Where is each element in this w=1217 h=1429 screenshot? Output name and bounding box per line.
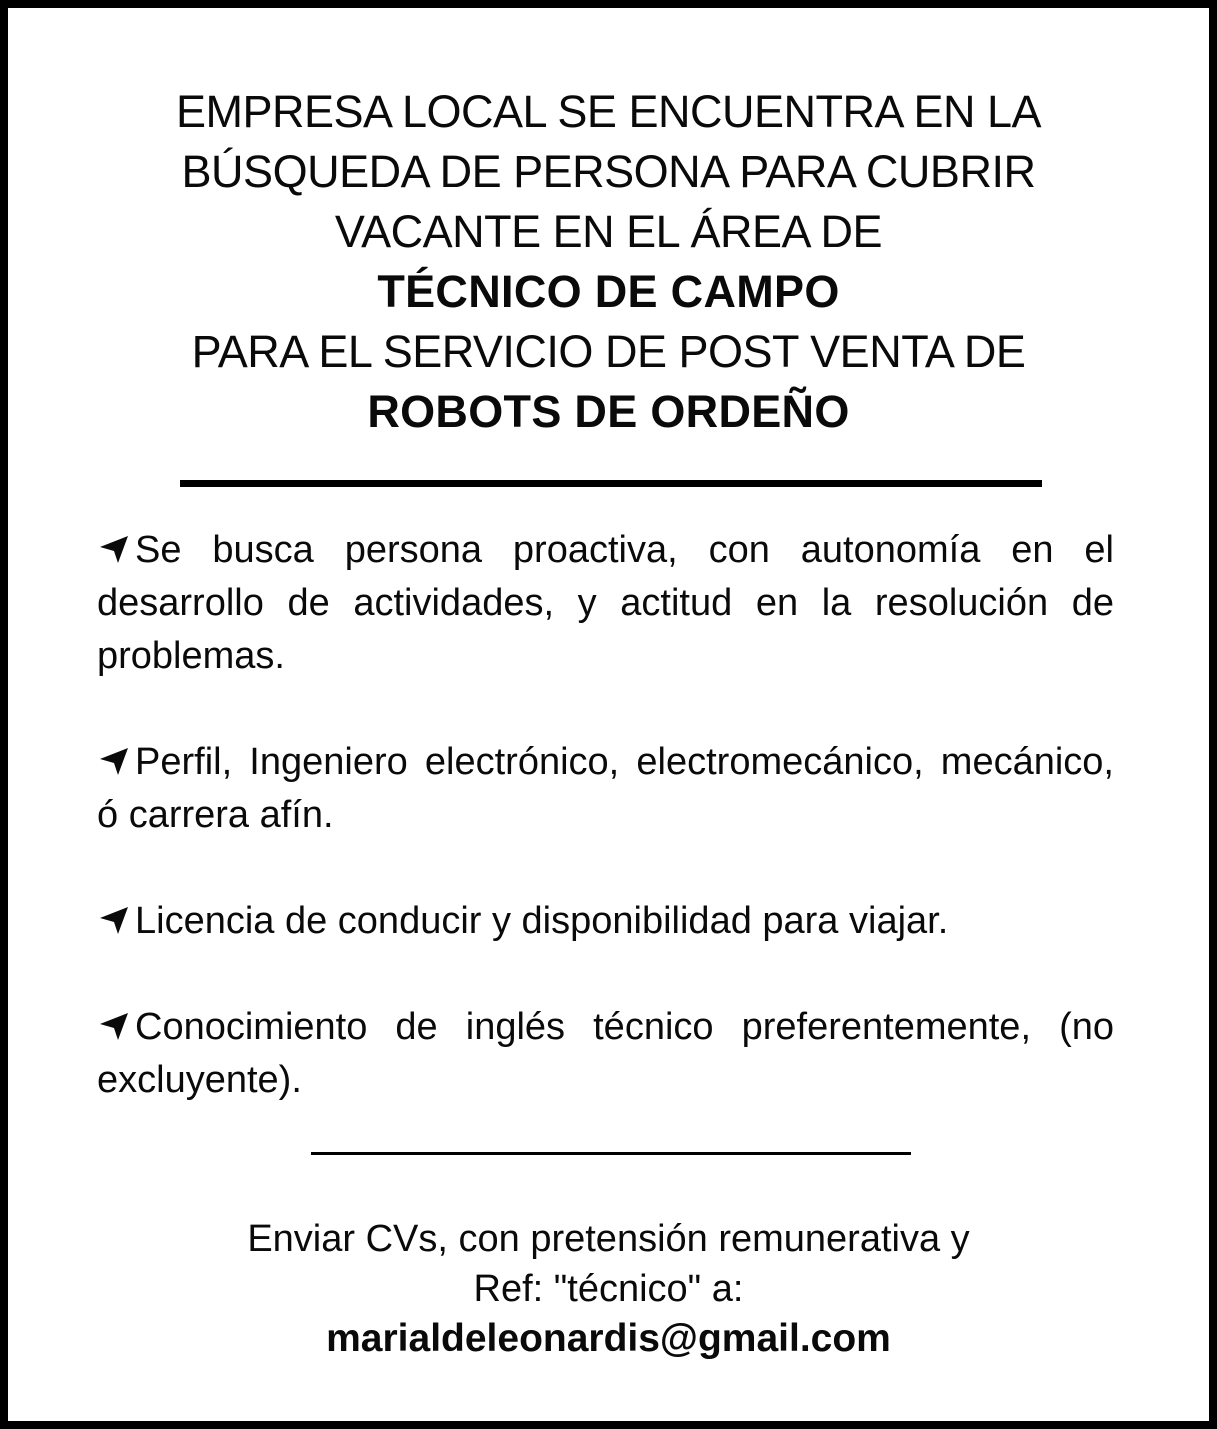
location-arrow-icon [97,904,131,936]
contact-reference: Ref: "técnico" a: [473,1268,744,1310]
requirement-text: Licencia de conducir y disponibilidad para viajar. [135,900,949,942]
section-divider-thin [311,1152,911,1155]
ad-headline [60,82,1157,442]
contact-email[interactable]: marialdeleonardis@gmail.com [326,1317,891,1360]
headline-line-1: EMPRESA LOCAL SE ENCUENTRA EN LA [175,86,1042,137]
requirement-item [97,524,1114,683]
headline-line-3: VACANTE EN EL ÁREA DE [334,206,883,257]
requirement-item [97,895,1114,948]
requirement-text: Se busca persona proactiva, con autonomía en el desarrollo de actividades, y actitud en la resolución de problemas. [97,529,1114,677]
position-title: TÉCNICO DE CAMPO [377,266,840,317]
requirement-text: Conocimiento de inglés técnico preferentemente, (no excluyente). [97,1006,1114,1101]
section-divider-thick [180,480,1042,487]
requirement-item [97,736,1114,842]
requirement-item [97,1001,1114,1107]
requirement-text: Perfil, Ingeniero electrónico, electromecánico, mecánico, ó carrera afín. [97,741,1114,836]
location-arrow-icon [97,745,131,777]
requirements-list [97,524,1114,1107]
product-title: ROBOTS DE ORDEÑO [367,386,850,437]
contact-instructions: Enviar CVs, con pretensión remunerativa y [247,1218,970,1260]
location-arrow-icon [97,1010,131,1042]
location-arrow-icon [97,533,131,565]
contact-block [60,1214,1157,1364]
headline-line-5: PARA EL SERVICIO DE POST VENTA DE [191,326,1026,377]
headline-line-2: BÚSQUEDA DE PERSONA PARA CUBRIR [181,146,1036,197]
